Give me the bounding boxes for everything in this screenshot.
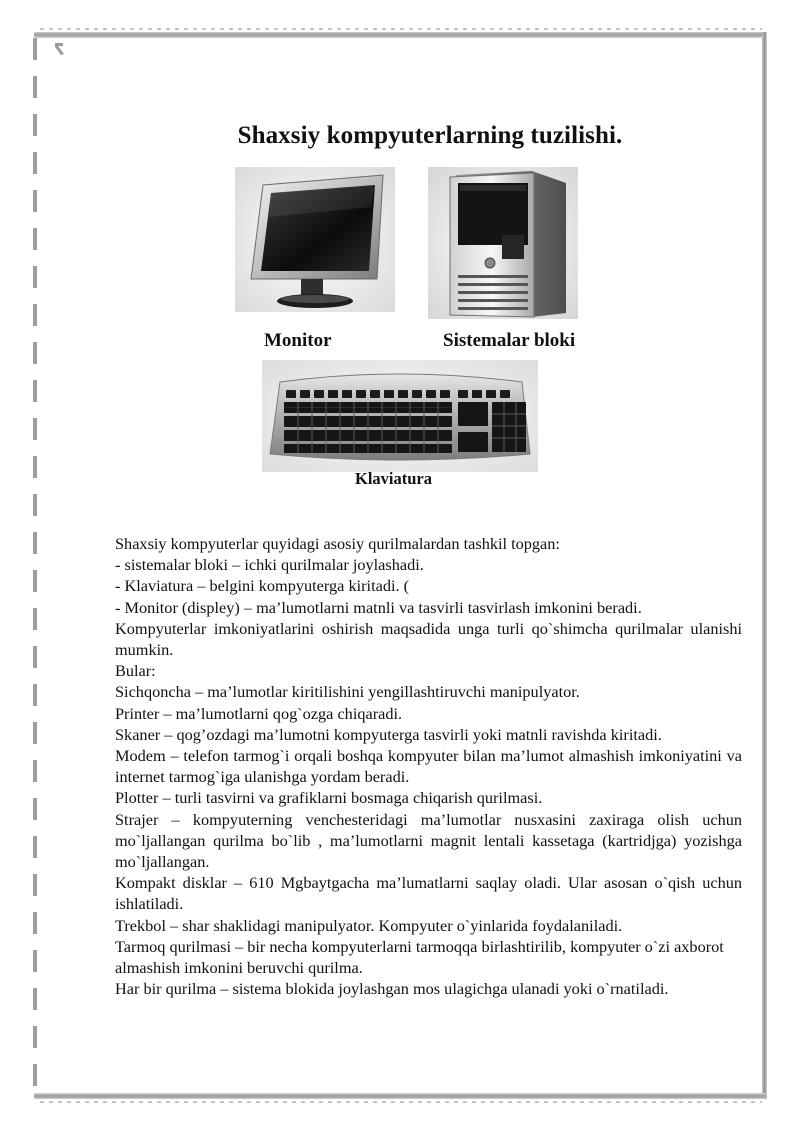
- paragraph: Skaner – qog’ozdagi ma’lumotni kompyuterga tasvirli yoki matnli ravishda kiritadi.: [115, 724, 662, 744]
- keyboard-image: [262, 360, 538, 472]
- paragraph: Har bir qurilma – sistema blokida joylashgan mos ulagichga ulanadi yoki o`rnatiladi.: [115, 979, 669, 999]
- paragraph: Sichqoncha – ma’lumotlar kiritilishini yengillashtiruvchi manipulyator.: [115, 682, 580, 702]
- page-border-top: [34, 32, 766, 38]
- keyboard-caption: Klaviatura: [355, 469, 432, 488]
- page-border-bottom: [34, 1093, 766, 1099]
- paragraph: Kompyuterlar imkoniyatlarini oshirish maqsadida unga turli qo`shimcha qurilmalar ulanishi mumkin.: [115, 618, 742, 660]
- paragraph: Modem – telefon tarmog`i orqali boshqa kompyuter bilan ma’lumot almashish imkoniyatini va internet tarmog`iga ulanishga yordam beradi.: [115, 746, 742, 787]
- paragraph: Tarmoq qurilmasi – bir necha kompyuterlarni tarmoqqa birlashtirilib, kompyuter o`zi axborot almashish imkonini beruvchi qurilma.: [115, 936, 724, 978]
- page-title: Shaxsiy kompyuterlarning tuzilishi.: [237, 122, 623, 149]
- monitor-caption: Monitor: [264, 330, 332, 351]
- list-item: - Klaviatura – belgini kompyuterga kiritadi. (: [115, 576, 410, 596]
- system-unit-caption: Sistemalar bloki: [443, 330, 576, 351]
- paragraph: Strajer – kompyuterning venchesteridagi ma’lumotlar nusxasini zaxiraga olish uchun mo`ljallangan qurilma bo`lib , ma’lumotlarni magnit lentali kassetaga (kartridjga) yozishga mo`ljallangan.: [115, 809, 742, 872]
- keyboard-icon: [262, 360, 538, 472]
- paragraph: Trekbol – shar shaklidagi manipulyator. Kompyuter o`yinlarida foydalaniladi.: [115, 915, 623, 935]
- monitor-icon: [235, 167, 395, 312]
- body-text: [115, 533, 742, 999]
- paragraph: Shaxsiy kompyuterlar quyidagi asosiy qurilmalardan tashkil topgan:: [115, 534, 560, 553]
- system-unit-image: [428, 167, 578, 319]
- paragraph: Printer – ma’lumotlarni qog`ozga chiqaradi.: [115, 703, 403, 723]
- monitor-image: [235, 167, 395, 312]
- paragraph: Plotter – turli tasvirni va grafiklarni bosmaga chiqarish qurilmasi.: [115, 788, 543, 808]
- paragraph: Bular:: [115, 661, 156, 681]
- list-item: - sistemalar bloki – ichki qurilmalar joylashadi.: [115, 555, 424, 575]
- corner-ornament: [54, 42, 66, 56]
- page-border-bottom-dots: [40, 1101, 762, 1103]
- page-border-top-dots: [40, 28, 762, 30]
- paragraph: Kompakt disklar – 610 Mgbaytgacha ma’lumatlarni saqlay oladi. Ular asosan o`qish uchun ishlatiladi.: [115, 873, 742, 914]
- page-border-right: [762, 32, 767, 1099]
- list-item: - Monitor (displey) – ma’lumotlarni matnli va tasvirli tasvirlash imkonini beradi.: [115, 597, 642, 617]
- page-border-left: [33, 38, 37, 1093]
- system-unit-icon: [428, 167, 578, 319]
